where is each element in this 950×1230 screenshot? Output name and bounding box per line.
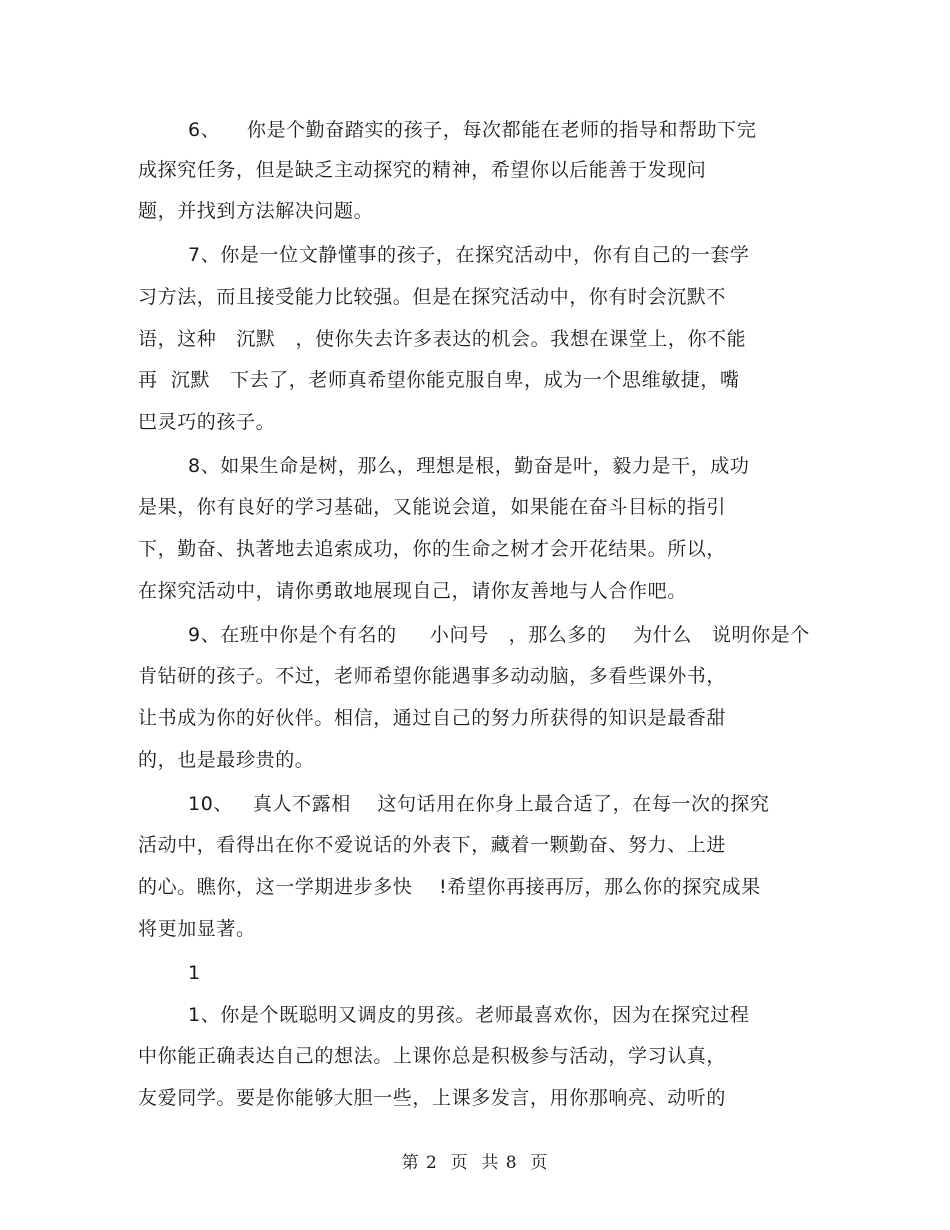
paragraph-line: 的，也是最珍贵的。 [138, 749, 315, 771]
paragraph-line: 1、你是个既聪明又调皮的男孩。老师最喜欢你，因为在探究过程 [188, 1004, 750, 1026]
paragraph-line: 再 沉默 下去了，老师真希望你能克服自卑，成为一个思维敏捷，嘴 [138, 369, 740, 391]
paragraph-line: 10、 真人不露相 这句话用在你身上最合适了，在每一次的探究 [188, 793, 770, 815]
paragraph-line: 巴灵巧的孩子。 [138, 411, 276, 433]
paragraph-line: 7、你是一位文静懂事的孩子，在探究活动中，你有自己的一套学 [188, 244, 750, 266]
paragraph-line: 成探究任务，但是缺乏主动探究的精神，希望你以后能善于发现问 [138, 159, 707, 181]
paragraph-line: 中你能正确表达自己的想法。上课你总是积极参与活动，学习认真， [138, 1045, 727, 1067]
paragraph-line: 6、 你是个勤奋踏实的孩子，每次都能在老师的指导和帮助下完 [188, 119, 757, 141]
paragraph-line: 活动中，看得出在你不爱说话的外表下，藏着一颗勤奋、努力、上进 [138, 834, 727, 856]
paragraph-line: 将更加显著。 [138, 918, 256, 940]
paragraph-line: 友爱同学。要是你能够大胆一些，上课多发言，用你那响亮、动听的 [138, 1087, 727, 1109]
paragraph-line: 习方法，而且接受能力比较强。但是在探究活动中，你有时会沉默不 [138, 286, 727, 308]
paragraph-line: 的心。瞧你，这一学期进步多快 !希望你再接再厉，那么你的探究成果 [138, 876, 761, 898]
paragraph-line: 9、在班中你是个有名的 小问号 ，那么多的 为什么 说明你是个 [188, 624, 810, 646]
paragraph-line: 让书成为你的好伙伴。相信，通过自己的努力所获得的知识是最香甜 [138, 707, 727, 729]
paragraph-line: 在探究活动中，请你勇敢地展现自己，请你友善地与人合作吧。 [138, 580, 687, 602]
section-number: 1 [188, 962, 201, 984]
paragraph-line: 下，勤奋、执著地去追索成功，你的生命之树才会开花结果。所以， [138, 538, 727, 560]
paragraph-line: 题，并找到方法解决问题。 [138, 200, 374, 222]
paragraph-line: 语，这种 沉默 ，使你失去许多表达的机会。我想在课堂上，你不能 [138, 328, 747, 350]
page-number-footer: 第 2 页 共 8 页 [401, 1153, 549, 1173]
paragraph-line: 是果，你有良好的学习基础，又能说会道，如果能在奋斗目标的指引 [138, 496, 727, 518]
paragraph-line: 肯钻研的孩子。不过，老师希望你能遇事多动动脑，多看些课外书， [138, 665, 727, 687]
paragraph-line: 8、如果生命是树，那么，理想是根，勤奋是叶，毅力是干，成功 [188, 455, 750, 477]
